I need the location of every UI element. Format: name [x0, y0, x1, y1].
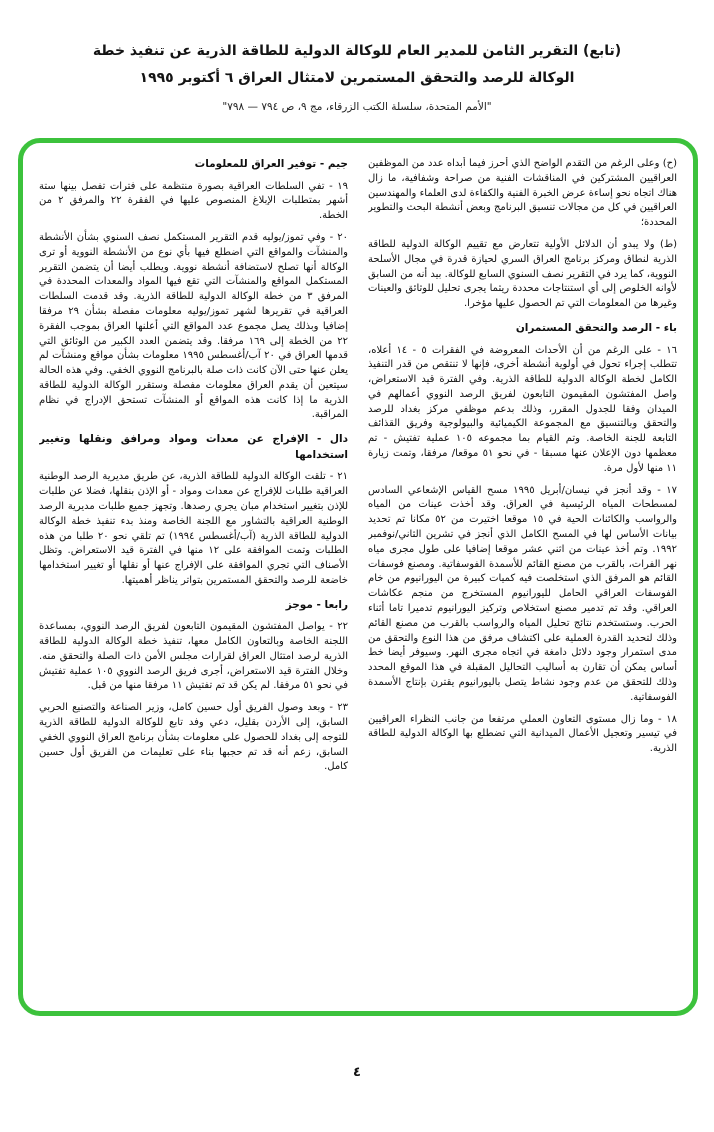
document-source-line: "الأمم المتحدة، سلسلة الكتب الزرقاء، مج ٩، ص ٧٩٤ — ٧٩٨": [222, 100, 492, 113]
section-heading: جيم - توفير العراق للمعلومات: [194, 158, 348, 170]
paragraph: ٢٠ - وفي تموز/يوليه قدم التقرير المستكمل نصف السنوي بشأن الأنشطة والمنشآت والمواقع التي اضطلع فيها بأي نوع من الأنشطة النووية أو ترى الوكالة أنها تصلح لاستضافة أنشطة نووية. ويطلب أيضا أن يتضمن التقرير المستكمل المواقع والمنشآت التي تقع فيها المواد والمعدات المحددة في المرفق ٣ من خطة الوكالة الدولية للطاقة الذرية. وقد قدمت السلطات العراقية في تقريرها لشهر تموز/يوليه معلومات مفصلة بشأن ٢٩ مرفقا إضافيا وبذلك يصل مجموع عدد المواقع التي أعلنها العراق بموجب الفقرة ٢٢ من الخطة إلى ١٦٩ مرفقا. وقد يتضمن العدد الكبير من الوثائق التي قدمها العراق في ٢٠ آب/أغسطس ١٩٩٥ معلومات بشأن مواقع ومنشآت لم يعلن عنها حتى الآن كانت ذات صلة بالبرنامج النووي الخفي. وفي هذه الحالة سيتعين أن يقدم العراق معلومات مفصلة وستقرر الوكالة الدولية للطاقة الذرية ما إذا كانت هذه المواقع أو المنشآت تستحق الإدراج في نظام المراقبة.: [39, 231, 348, 421]
paragraph: (ح) وعلى الرغم من التقدم الواضح الذي أحرز فيما أبداه عدد من الموظفين العراقيين المشتركين في المناقشات الفنية من صراحة وشفافية، ما زال هناك اتجاه نحو إساءة عرض الخبرة الفنية والكفاءة لدى العلماء والمهندسين العراقيين في كل من مجالات تنسيق البرنامج وبعض أنشطة البحث والتطوير المحددة؛: [368, 158, 677, 229]
paragraph: ٢٣ - وبعد وصول الفريق أول حسين كامل، وزير الصناعة والتصنيع الحربي السابق، إلى الأردن بقليل، دعي وفد تابع للوكالة الدولية للطاقة الذرية للتوجه إلى بغداد للحصول على معلومات بشأن برنامج العراق النووي الخفي السابق، زعم أنه قد تم حجبها بناء على تعليمات من الفريق أول حسين كامل.: [39, 702, 348, 773]
paragraph-label: ١٧ -: [657, 484, 677, 496]
paragraph-label: ٢٠ -: [329, 231, 348, 243]
two-column-layout: [39, 157, 677, 999]
section-heading: دال - الإفراج عن معدات ومواد ومرافق ونقلها وتغيير استخدامها: [39, 433, 348, 461]
document-header: [0, 0, 714, 113]
content-border-box: [18, 138, 698, 1016]
document-title-line1: (تابع) التقرير الثامن للمدير العام للوكالة الدولية للطاقة الذرية عن تنفيذ خطة: [92, 43, 622, 59]
paragraph: ٢١ - تلقت الوكالة الدولية للطاقة الذرية، عن طريق مديرية الرصد الوطنية العراقية طلبات للإفراج عن معدات ومواد - أو الإذن بنقلها، فضلا عن طلبات للإذن بتغيير استخدام مبان يجري رصدها. وتجهز جميع طلبات مديرية الرصد الوطنية العراقية بالتشاور مع اللجنة الخاصة ومنذ بدء تنفيذ خطة الوكالة الدولية للطاقة الذرية (آب/أغسطس ١٩٩٤) تم تلقي نحو ٢٠ طلبا من هذه الطلبات وتمت الموافقة على ١٢ منها في الفترة قيد الاستعراض. وتظل الأصناف التي تجري الموافقة على الإفراج عنها أو نقلها أو تغيير استخدامها خاضعة للرصد والتحقق المستمرين بتواتر يناظر أهميتها.: [39, 471, 348, 586]
paragraph-label: ١٨ -: [658, 713, 677, 725]
paragraph-label: (ط): [659, 238, 677, 250]
paragraph-label: ٢٣ -: [329, 702, 348, 714]
paragraph: ١٨ - وما زال مستوى التعاون العملي مرتفعا من جانب النظراء العراقيين في تيسير وتعجيل الأعمال الميدانية التي تضطلع بها الوكالة الدولية للطاقة الذرية.: [368, 713, 677, 755]
paragraph-label: ١٩ -: [329, 180, 348, 192]
section-heading: رابعا - موجز: [285, 598, 348, 611]
paragraph-label: (ح): [662, 158, 677, 169]
paragraph-label: ٢١ -: [329, 471, 348, 483]
paragraph-label: ١٦ -: [657, 344, 677, 356]
column-right: [368, 157, 677, 999]
column-left: [39, 157, 348, 999]
document-title-line2: الوكالة للرصد والتحقق المستمرين لامتثال العراق ٦ أكتوبر ١٩٩٥: [139, 70, 575, 87]
paragraph: ٢٢ - يواصل المفتشون المقيمون التابعون لفريق الرصد النووي، بمساعدة اللجنة الخاصة وبالتعاون الكامل معها، تنفيذ خطة الوكالة الدولية للطاقة الذرية لرصد امتثال العراق لقرارات مجلس الأمن ذات الصلة والتحقق منه. وخلال الفترة قيد الاستعراض، أجرى فريق الرصد النووي ١٠٥ عملية تفتيش في نحو ٥١ مرفقا. لم يكن قد تم تفتيش ١١ مرفقا منها من قبل.: [39, 621, 348, 692]
paragraph: ١٧ - وقد أنجز في نيسان/أبريل ١٩٩٥ مسح القياس الإشعاعي السادس لمسطحات المياه الرئيسية في العراق. وقد أخذت عينات من المياه والرواسب والكائنات الحية في ١٥ موقعا اختيرت من ٥٢ مكانا تم تحديد بيانات الأساس لها في المسح الكامل الذي أنجز في تشرين الثاني/نوفمبر ١٩٩٢. وتم أخذ عينات من اثني عشر موقعا إضافيا على طول مجرى مياه نهر الفرات، بالقرب من مصنع القائم للأسمدة الفوسفاتية. ومصنع فوسفات القائم هو المرفق الذي استخلصت فيه كميات كبيرة من اليورانيوم من خام الفوسفات العراقي الحامل لليورانيوم المستخرج من منجم عكاشات العراقي. وقد تم تدمير مصنع استخلاص وتركيز اليورانيوم تدميرا تاما أثناء الحرب. وستستخدم نتائج تحليل المياه والرواسب بالقرب من مصنع القائم وذلك لتحديد القدرة العملية على اكتشاف مرفق من هذا النوع والتحقق من مدى استمرار وجود دلائل دامغة في اتجاه مجرى النهر. وسيوفر أيضا خط أساس يمكن أن تقارن به أساليب التحاليل المقبلة في هذا الموقع المحدد وذلك للتحقق من عدم وجود نشاط يتصل باليورانيوم يقترن بإنتاج الأسمدة الفوسفاتية.: [368, 484, 677, 703]
paragraph: ١٩ - تفي السلطات العراقية بصورة منتظمة على فترات تفصل بينها ستة أشهر بمتطلبات الإبلاغ المنصوص عليها في الفقرة ٢٢ والمرفق ٢ من الخطة.: [39, 180, 348, 222]
page-number: ٤: [353, 1065, 361, 1080]
paragraph: ١٦ - على الرغم من أن الأحداث المعروضة في الفقرات ٥ - ١٤ أعلاه، تتطلب إجراء تحول في أولوية أنشطة أخرى، فإنها لا تنتقص من قدر التنفيذ الكامل لخطة الوكالة الدولية للطاقة الذرية. وفي الفترة قيد الاستعراض، واصل المفتشون المقيمون التابعون لفريق الرصد النووي أعمالهم في الميدان وفقا للجدول المقرر، وذلك بدعم موظفي مركز بغداد للرصد والتحقق وبالتنسيق مع المجموعة الكيميائية والبيولوجية وفريق القذائف التابعة للجنة الخاصة. وتم القيام بما مجموعه ١٠٥ عملية تفتيش - تم معظمها دون الإعلان عنها مسبقا - في نحو ٥١ موقعا/ مرفقا، وتمت زيارة ١١ منها لأول مرة.: [368, 344, 677, 474]
section-heading: باء - الرصد والتحقق المستمران: [515, 321, 677, 334]
paragraph: (ط) ولا يبدو أن الدلائل الأولية تتعارض مع تقييم الوكالة الدولية للطاقة الذرية لنطاق ومركز برنامج العراق السري لحيازة قدرة في مجال الأسلحة النووية، كما يرد في التقرير نصف السنوي السابع للوكالة. بيد أنه من السابق لأوانه الخلوص إلى أي استنتاجات محددة ريثما يجرى تحليل للوثائق والعينات وغيرها من المعلومات التي تم الحصول عليها مؤخرا.: [368, 238, 677, 310]
paragraph-label: ٢٢ -: [329, 621, 348, 633]
